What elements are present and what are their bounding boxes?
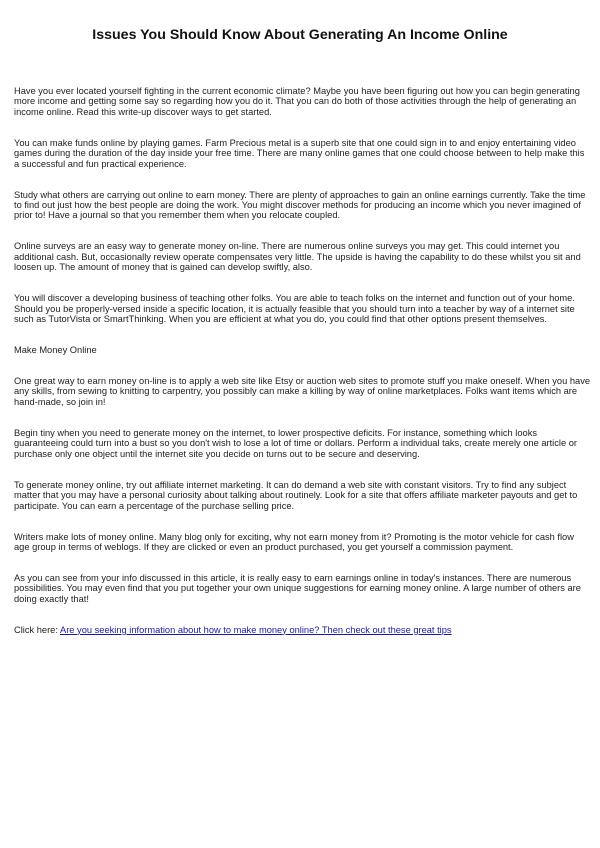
paragraph-surveys: Online surveys are an easy way to generate money on-line. There are numerous online surveys you may get. This could internet you additional cash. But, occasionally review operate compensates very little. The upside is having the capability to do these whilst you sit and loosen up. The amount of money that is gained can develop swiftly, also. <box>14 241 581 273</box>
click-here-prefix: Click here: <box>14 624 60 635</box>
paragraph-etsy: One great way to earn money on-line is to apply a web site like Etsy or auction web sites to promote stuff you make oneself. When you have any skills, from sewing to knitting to carpentry, you possibly can make a killing by way of online marketplaces. Folks want items which are hand-made, so join in! <box>14 376 591 407</box>
paragraph-begin-tiny: Begin tiny when you need to generate money on the internet, to lower prospective deficits. For instance, something which looks guaranteeing could turn into a bust so you don't wish to lose a lot of time or dollars. Perform a individual taks, create merely one article or purchase only one object until the internet site you decide on turns out to be secure and deserving. <box>14 427 577 459</box>
paragraph-writers: Writers make lots of money online. Many blog only for exciting, why not earn money from it? Promoting is the motor vehicle for cash flow age group in terms of weblogs. If they are clicked or even an product purchased, you get yourself a commission payment. <box>14 531 574 552</box>
paragraph-teaching: You will discover a developing business of teaching other folks. You are able to teach folks on the internet and function out of your home. Should you be properly-versed inside a specific location, it is actually feasible that you should turn into a teacher by way of a internet site such as TutorVista or SmartThinking. When you are efficient at what you do, you could find that other options present themselves. <box>14 293 575 325</box>
paragraph-games: You can make funds online by playing games. Farm Precious metal is a superb site that one could sign in to and enjoy entertaining video games during the duration of the day inside your free time. There are many online games that one could choose between to help make this a successful and fun practical experience. <box>14 137 585 169</box>
section-heading-make-money-online: Make Money Online <box>14 345 97 356</box>
paragraph-affiliate: To generate money online, try out affiliate internet marketing. It can do demand a web site with constant visitors. Try to find any subject matter that you may have a personal curiosity about talking about routinely. Look for a site that offers affiliate marketer payouts and get to participate. You can earn a percentage of the purchase selling price. <box>14 479 578 511</box>
paragraph-study-others: Study what others are carrying out online to earn money. There are plenty of approaches to gain an online earnings currently. Take the time to find out just how the best people are doing the work. You might discover methods for producing an income which you never imagined of prior to! Have a journal so that you remember them when you relocate coupled. <box>14 189 586 221</box>
article-body <box>14 86 592 656</box>
paragraph-conclusion: As you can see from your info discussed in this article, it is really easy to earn earnings online in today's instances. There are numerous possibilities. You may even find that you put together your own unique suggestions for earning money online. A large number of others are doing exactly that! <box>14 572 581 604</box>
tips-link[interactable]: Are you seeking information about how to make money online? Then check out these great tips <box>60 624 452 635</box>
click-here-line <box>14 625 592 635</box>
page-title: Issues You Should Know About Generating An Income Online <box>92 27 508 43</box>
paragraph-intro: Have you ever located yourself fighting in the current economic climate? Maybe you have been figuring out how you can begin generating more income and getting some say so regarding how you do it. That you can do both of those activities through the help of generating an income online. Read this write-up discover ways to get started. <box>14 86 580 117</box>
